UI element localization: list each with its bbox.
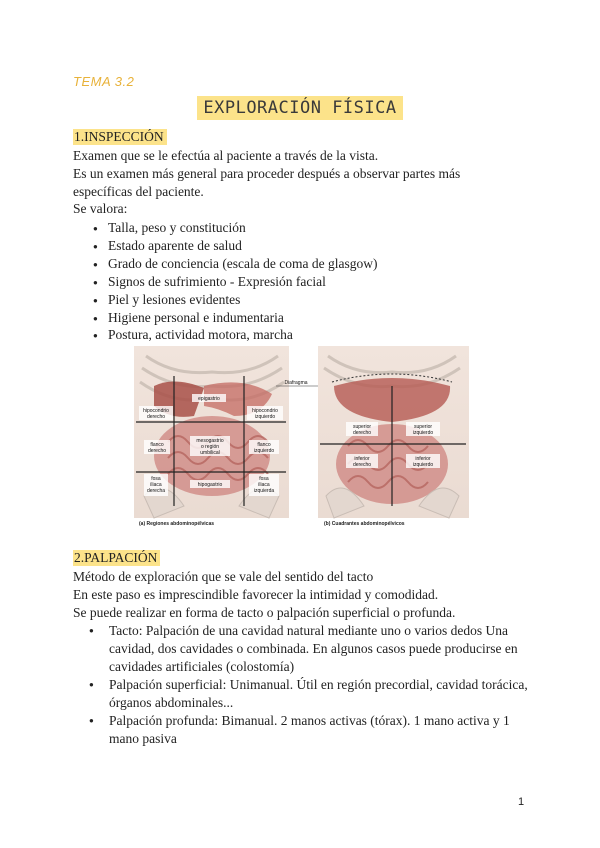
label-hipocondrio-derecho: hipocondrio xyxy=(143,408,169,414)
svg-text:iliaca: iliaca xyxy=(258,482,270,488)
svg-text:izquierda: izquierda xyxy=(253,488,275,494)
svg-text:izquierdo: izquierdo xyxy=(253,448,275,454)
palpacion-paragraph-2: En este paso es imprescindible favorecer la intimidad y comodidad. xyxy=(73,587,439,602)
caption-regiones: (a) Regiones abdominopélvicas xyxy=(139,521,215,527)
svg-text:o región: o región xyxy=(200,444,220,450)
svg-text:iliaca: iliaca xyxy=(150,482,162,488)
label-superior-izquierdo: superior xyxy=(413,424,433,430)
label-epigastrio: epigastrio xyxy=(198,396,220,402)
abdominal-regions-figure xyxy=(134,346,469,528)
label-inferior-izquierdo: inferior xyxy=(415,456,431,462)
svg-text:derecho: derecho xyxy=(147,448,167,454)
svg-text:izquierdo: izquierdo xyxy=(412,430,434,436)
palpacion-paragraph-1: Método de exploración que se vale del sentido del tacto xyxy=(73,569,374,584)
svg-text:izquierdo: izquierdo xyxy=(254,414,276,420)
svg-text:derecha: derecha xyxy=(146,488,166,494)
label-superior-derecho: superior xyxy=(352,424,372,430)
svg-text:derecho: derecho xyxy=(146,414,166,420)
svg-text:umbilical: umbilical xyxy=(200,450,220,456)
inspeccion-paragraph-2b: específicas del paciente. xyxy=(73,184,204,199)
section-tag: TEMA 3.2 xyxy=(73,74,135,89)
svg-text:izquierdo: izquierdo xyxy=(412,462,434,468)
page-title: EXPLORACIÓN FÍSICA xyxy=(197,96,402,120)
list-item: ● Palpación profunda: Bimanual. 2 manos activas (tórax). 1 mano activa y 1 mano pasiva xyxy=(89,713,510,746)
svg-text:Diafragma: Diafragma xyxy=(284,380,308,386)
label-inferior-derecho: inferior xyxy=(354,456,370,462)
heading-inspeccion: 1.INSPECCIÓN xyxy=(73,129,167,145)
label-mesogastrio: mesogastrio xyxy=(196,438,224,444)
label-flanco-derecho: flanco xyxy=(150,442,164,448)
label-hipogastrio: hipogastrio xyxy=(197,482,223,488)
heading-palpacion: 2.PALPACIÓN xyxy=(73,550,160,566)
inspeccion-paragraph-1: Examen que se le efectúa al paciente a través de la vista. xyxy=(73,148,379,163)
palpacion-paragraph-3: Se puede realizar en forma de tacto o palpación superficial o profunda. xyxy=(73,605,456,620)
page-number: 1 xyxy=(518,796,525,808)
label-fosa-iliaca-izquierda: fosa xyxy=(259,476,269,482)
title-wrapper xyxy=(0,96,600,120)
inspeccion-paragraph-2a: Es un examen más general para proceder después a observar partes más xyxy=(73,166,461,181)
list-item: ● Tacto: Palpación de una cavidad natural mediante uno o varios dedos Una cavidad, dos cavidades o combinada. En algunos casos puede producirse en cavidades artificiales (colostomía) xyxy=(89,623,518,674)
list-item: ● Palpación superficial: Unimanual. Útil en región precordial, cavidad torácica, órganos abdominales... xyxy=(89,677,528,710)
inspeccion-paragraph-3: Se valora: xyxy=(73,201,128,216)
quadrants-panel xyxy=(318,346,469,527)
svg-text:derecho: derecho xyxy=(352,430,372,436)
label-flanco-izquierdo: flanco xyxy=(257,442,271,448)
document-page: TEMA 3.2 EXPLORACIÓN FÍSICA 1.INSPECCIÓN Examen que se le efectúa al paciente a través de la vista. Es un examen más general para proceder después a observar partes más específicas del paciente. Se valora: Talla, peso y constitución Estado aparente de salud Grado de conciencia (escala de coma de glasgow) Signos de sufrimiento - Expresión facial Piel y lesiones evidentes Higiene personal e indumentaria Postura, actividad motora, marcha hipocondrio derecho epigastrio hipocondrio izquierdo flanco derecho mesogastrio o región umbilical flanco izquierdo fosa iliaca derecha hipogastrio fosa iliaca izquierda (a) Regiones abdominopélvicas Diafragma superior derecho superior izquierdo inferior derecho inferior izquierdo (b) Cuadrantes abdominopélvicos 2.PALPACIÓN Método de exploración que se vale del sentido del tacto En este paso es imprescindible favorecer la intimidad y comodidad. Se puede realizar en forma de tacto o palpación superficial o profunda. ● Tacto: Palpación de una cavidad natural mediante uno o varios dedos Una cavidad, dos cavidades o combinada. En algunos casos puede producirse en cavidades artificiales (colostomía) ● Palpación superficial: Unimanual. Útil en región precordial, cavidad torácica, órganos abdominales... ● Palpación profunda: Bimanual. 2 manos activas (tórax). 1 mano activa y 1 mano pasiva 1 xyxy=(0,0,600,848)
label-hipocondrio-izquierdo: hipocondrio xyxy=(252,408,278,414)
caption-cuadrantes: (b) Cuadrantes abdominopélvicos xyxy=(324,521,405,527)
svg-text:derecho: derecho xyxy=(352,462,372,468)
regions-panel xyxy=(134,346,289,527)
label-fosa-iliaca-derecha: fosa xyxy=(151,476,161,482)
